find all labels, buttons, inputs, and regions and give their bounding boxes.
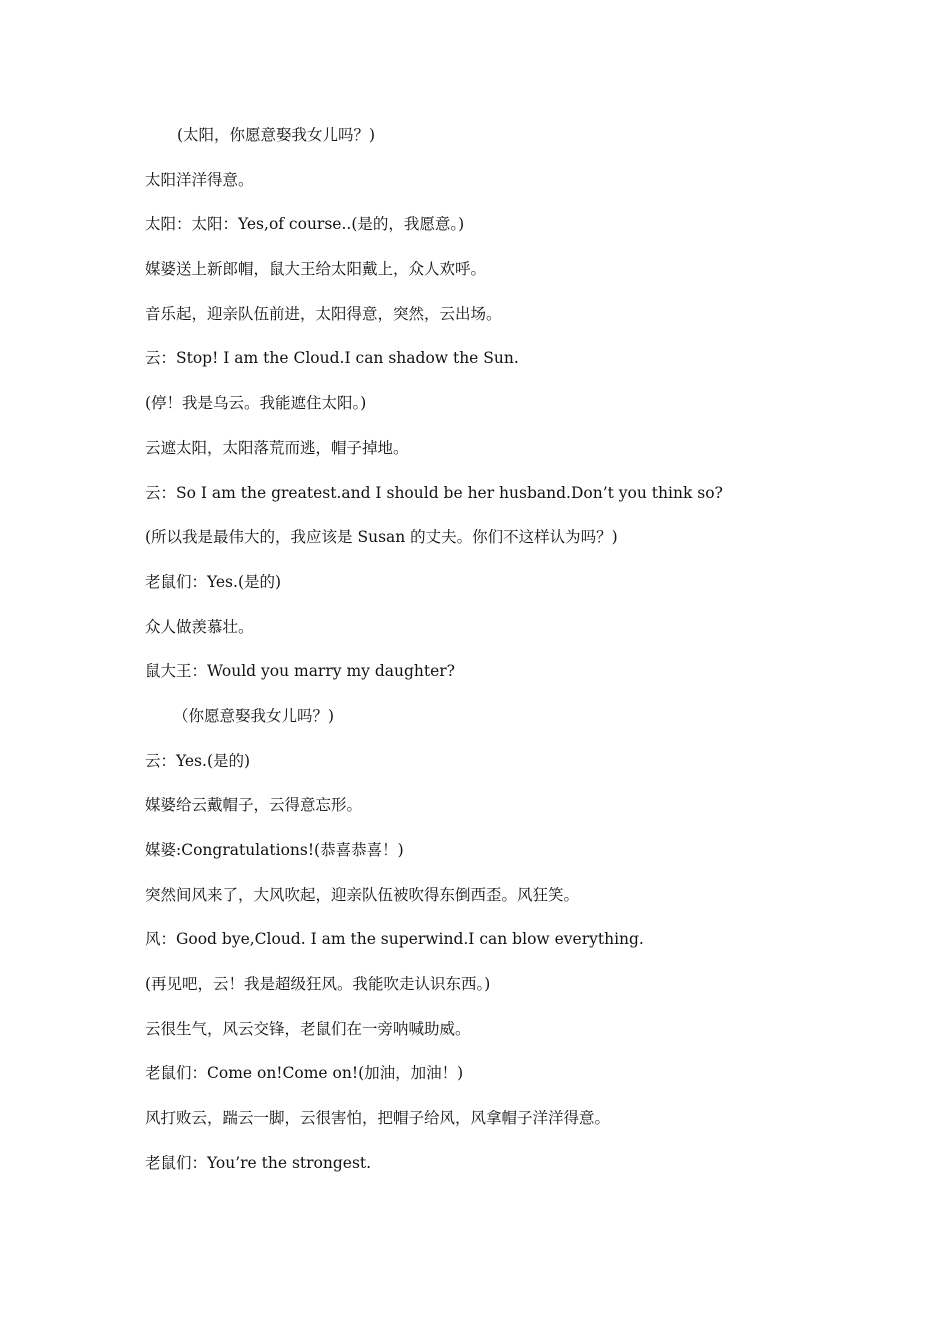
text-line: （你愿意娶我女儿吗？)	[173, 706, 335, 725]
script-text-body	[145, 123, 865, 1196]
text-line: 媒婆送上新郎帽，鼠大王给太阳戴上，众人欢呼。	[145, 260, 487, 279]
text-line: 太阳洋洋得意。	[145, 170, 254, 189]
text-line: 风：Good bye,Cloud. I am the superwind.I can blow everything.	[145, 930, 644, 949]
text-line: 风打败云，踹云一脚，云很害怕，把帽子给风，风拿帽子洋洋得意。	[145, 1109, 611, 1128]
text-line: (停！我是乌云。我能遮住太阳。)	[145, 394, 367, 413]
text-line: 云：So I am the greatest.and I should be her husband.Don’t you think so?	[145, 483, 723, 502]
text-line: (太阳，你愿意娶我女儿吗？)	[177, 126, 376, 144]
text-line: (所以我是最伟大的，我应该是 Susan 的丈夫。你们不这样认为吗？)	[145, 528, 618, 547]
text-line: (再见吧，云！我是超级狂风。我能吹走认识东西。)	[145, 975, 491, 994]
text-line: 老鼠们：Yes.(是的)	[145, 572, 282, 591]
text-line: 太阳：太阳：Yes,of course..(是的，我愿意。)	[145, 215, 465, 234]
text-line: 云遮太阳，太阳落荒而逃，帽子掉地。	[145, 438, 409, 457]
text-line: 媒婆:Congratulations!(恭喜恭喜！)	[145, 841, 404, 859]
text-line: 云：Yes.(是的)	[145, 751, 251, 770]
text-line: 老鼠们：Come on!Come on!(加油，加油！)	[145, 1064, 464, 1083]
text-line: 老鼠们：You’re the strongest.	[145, 1153, 372, 1172]
text-line: 突然间风来了，大风吹起，迎亲队伍被吹得东倒西歪。风狂笑。	[145, 885, 580, 904]
text-line: 音乐起，迎亲队伍前进，太阳得意，突然，云出场。	[145, 304, 502, 323]
text-line: 鼠大王：Would you marry my daughter?	[145, 662, 455, 681]
text-line: 云很生气，风云交锋，老鼠们在一旁呐喊助威。	[145, 1019, 471, 1038]
text-line: 众人做羡慕壮。	[145, 617, 254, 636]
text-line: 云：Stop! I am the Cloud.I can shadow the Sun.	[145, 349, 519, 368]
text-line: 媒婆给云戴帽子，云得意忘形。	[145, 796, 363, 815]
